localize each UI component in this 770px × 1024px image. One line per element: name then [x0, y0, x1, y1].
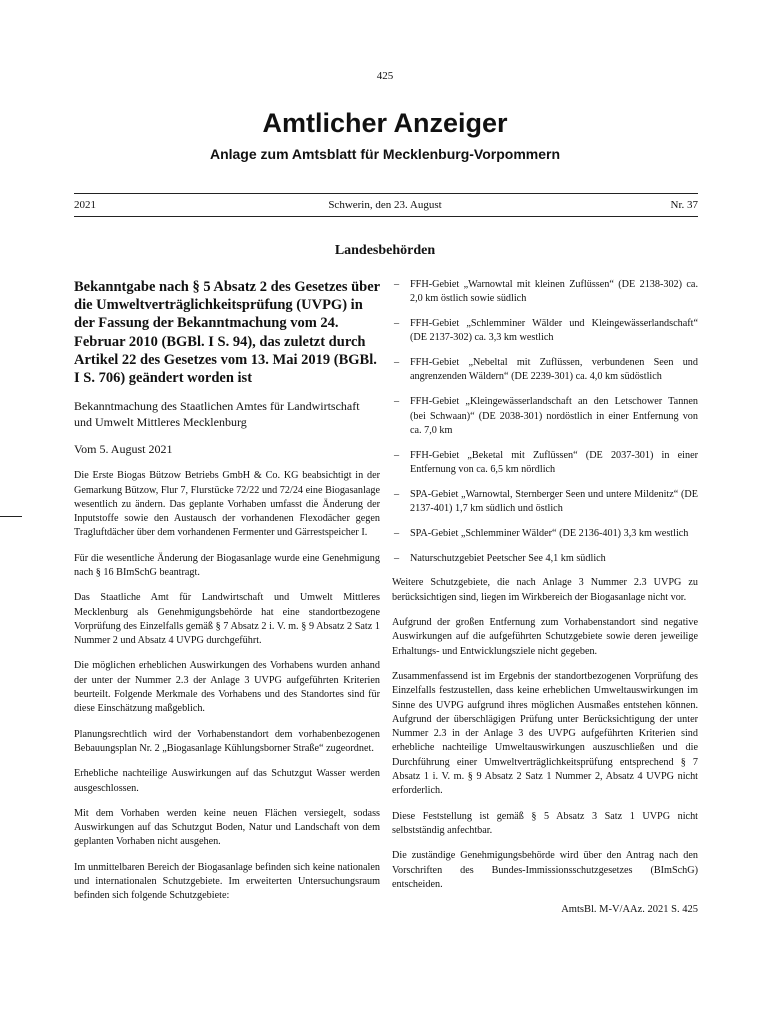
- list-item: [392, 449, 698, 478]
- paragraph: Die möglichen erheblichen Auswirkungen des Vorhabens wurden anhand der unter der Nummer 2.3 der Anlage 3 UVPG aufgeführten Kriterien beurteilt. Folgende Merkmale des Vorhabens und des Standortes sind für diese Einschätzung maßgeblich.: [74, 660, 380, 715]
- dash-bullet: –: [394, 357, 400, 369]
- issue-place-date: Schwerin, den 23. August: [328, 199, 442, 211]
- dash-bullet: –: [394, 527, 400, 539]
- paragraph: Für die wesentliche Änderung der Biogasanlage wurde eine Genehmigung nach § 16 BImSchG beantragt.: [74, 552, 380, 578]
- protected-area-text: FFH-Gebiet „Nebeltal mit Zuflüssen, verbundenen Seen und angrenzenden Wäldern“ (DE 2239-301) ca. 4,0 km südöstlich: [410, 357, 698, 383]
- paragraph: Zusammenfassend ist im Ergebnis der standortbezogenen Vorprüfung des Einzelfalls festzustellen, dass keine erheblichen Umweltauswirkungen im Sinne des UVPG aufgrund ihres möglichen Ausmaßes entstehen können. Aufgrund der überschlägigen Prüfung unter Berücksichtigung der unter Nummer 2.3 in der Anlage 3 des UVPG aufgeführten Kriterien sind erhebliche nachteilige Umweltauswirkungen auszuschließen und die Durchführung einer Umweltverträglichkeitsprüfung entsprechend § 7 Absatz 1 i. V. m. § 9 Absatz 2 Satz 1 Nummer 2, Absatz 4 UVPG nicht erforderlich.: [392, 670, 698, 797]
- margin-mark: [0, 516, 22, 517]
- notice-authority: Bekanntmachung des Staatlichen Amtes für Landwirtschaft und Umwelt Mittleres Mecklenburg: [74, 399, 360, 429]
- issue-number: Nr. 37: [670, 199, 698, 211]
- list-item: [392, 527, 698, 541]
- issue-year: 2021: [74, 199, 96, 211]
- section-title: Landesbehörden: [334, 243, 436, 258]
- notice-heading: Bekanntgabe nach § 5 Absatz 2 des Gesetzes über die Umweltverträglichkeitsprüfung (UVPG) in der Fassung der Bekanntmachung vom 24. Februar 2010 (BGBl. I S. 94), das zuletzt durch Artikel 22 des Gesetzes vom 13. Mai 2019 (BGBl. I S. 706) geändert worden ist: [74, 279, 380, 387]
- paragraph: Weitere Schutzgebiete, die nach Anlage 3 Nummer 2.3 UVPG zu berücksichtigen sind, liegen im Wirkbereich der Biogasanlage nicht vor.: [392, 577, 698, 603]
- header-bottom-rule: [74, 216, 698, 217]
- paragraph: Das Staatliche Amt für Landwirtschaft und Umwelt Mittleres Mecklenburg als Genehmigungsbehörde hat eine standortbezogene Vorprüfung des Einzelfalls gemäß § 7 Absatz 2 i. V. m. § 9 Absatz 2 Satz 1 Nummer 2 und Absatz 4 UVPG durchgeführt.: [74, 592, 380, 647]
- dash-bullet: –: [394, 488, 400, 500]
- list-item: [392, 488, 698, 517]
- dash-bullet: –: [394, 279, 400, 290]
- protected-area-text: FFH-Gebiet „Schlemminer Wälder und Kleingewässerlandschaft“ (DE 2137-302) ca. 3,3 km westlich: [410, 318, 698, 344]
- citation: AmtsBl. M-V/AAz. 2021 S. 425: [561, 904, 698, 916]
- protected-area-text: FFH-Gebiet „Warnowtal mit kleinen Zuflüssen“ (DE 2138-302) ca. 2,0 km östlich sowie südlich: [410, 279, 698, 305]
- paragraph: Im unmittelbaren Bereich der Biogasanlage befinden sich keine nationalen und internationalen Schutzgebiete. Im erweiterten Untersuchungsraum befinden sich folgende Schutzgebiete:: [74, 861, 380, 902]
- protected-area-text: FFH-Gebiet „Kleingewässerlandschaft an den Letschower Tannen (bei Schwaan)“ (DE 2038-301) nordöstlich in einer Entfernung von ca. 7,0 km: [410, 396, 698, 436]
- paragraph: Die Erste Biogas Bützow Betriebs GmbH & Co. KG beabsichtigt in der Gemarkung Bützow, Flur 7, Flurstücke 72/22 und 72/24 eine Biogasanlage wesentlich zu ändern. Das geplante Vorhaben umfasst die Änderung der Inputstoffe sowie den Austausch der vorhandenen Flexodächer gegen Tragluftdächer über dem vorhandenen Fermenter und Gärrestspeicher I.: [74, 470, 380, 539]
- paragraph: Diese Feststellung ist gemäß § 5 Absatz 3 Satz 1 UVPG nicht selbstständig anfechtbar.: [392, 810, 698, 836]
- dash-bullet: –: [394, 396, 400, 408]
- notice-date: Vom 5. August 2021: [74, 442, 173, 457]
- right-column: [392, 278, 698, 917]
- dash-bullet: –: [394, 318, 400, 330]
- list-item: [392, 395, 698, 438]
- left-column: [74, 278, 380, 915]
- paragraph: Mit dem Vorhaben werden keine neuen Flächen versiegelt, sodass Auswirkungen auf das Schutzgut Boden, Natur und Landschaft von dem geplanten Vorhaben nicht ausgehen.: [74, 807, 380, 848]
- list-item: [392, 278, 698, 307]
- list-item: [392, 356, 698, 385]
- list-item: [392, 552, 698, 566]
- paragraph: Planungsrechtlich wird der Vorhabenstandort dem vorhabenbezogenen Bebauungsplan Nr. 2 „Biogasanlage Kühlungsborner Straße“ zugeordnet.: [74, 728, 380, 754]
- list-item: [392, 317, 698, 346]
- header-top-rule: [74, 193, 698, 194]
- protected-area-text: Naturschutzgebiet Peetscher See 4,1 km südlich: [410, 552, 606, 564]
- protected-area-text: FFH-Gebiet „Beketal mit Zuflüssen“ (DE 2037-301) in einer Entfernung von ca. 6,5 km nördlich: [410, 449, 698, 475]
- protected-area-text: SPA-Gebiet „Schlemminer Wälder“ (DE 2136-401) 3,3 km westlich: [410, 527, 689, 539]
- dash-bullet: –: [394, 449, 400, 461]
- paragraph: Die zuständige Genehmigungsbehörde wird über den Antrag nach den Vorschriften des Bundes-Immissionsschutzgesetzes (BImSchG) entscheiden.: [392, 850, 698, 890]
- dash-bullet: –: [394, 552, 400, 564]
- protected-area-text: SPA-Gebiet „Warnowtal, Sternberger Seen und untere Mildenitz“ (DE 2137-401) 1,7 km südlich und östlich: [410, 488, 698, 515]
- page-number: 425: [376, 70, 394, 82]
- paragraph: Aufgrund der großen Entfernung zum Vorhabenstandort sind negative Auswirkungen auf die aufgeführten Schutzgebiete sowie deren jeweilige Erhaltungs- und Entwicklungsziele nicht gegeben.: [392, 617, 698, 657]
- paragraph: Erhebliche nachteilige Auswirkungen auf das Schutzgut Wasser werden ausgeschlossen.: [74, 768, 380, 794]
- publication-title: Amtlicher Anzeiger: [262, 108, 508, 138]
- publication-subtitle: Anlage zum Amtsblatt für Mecklenburg-Vorpommern: [209, 146, 561, 162]
